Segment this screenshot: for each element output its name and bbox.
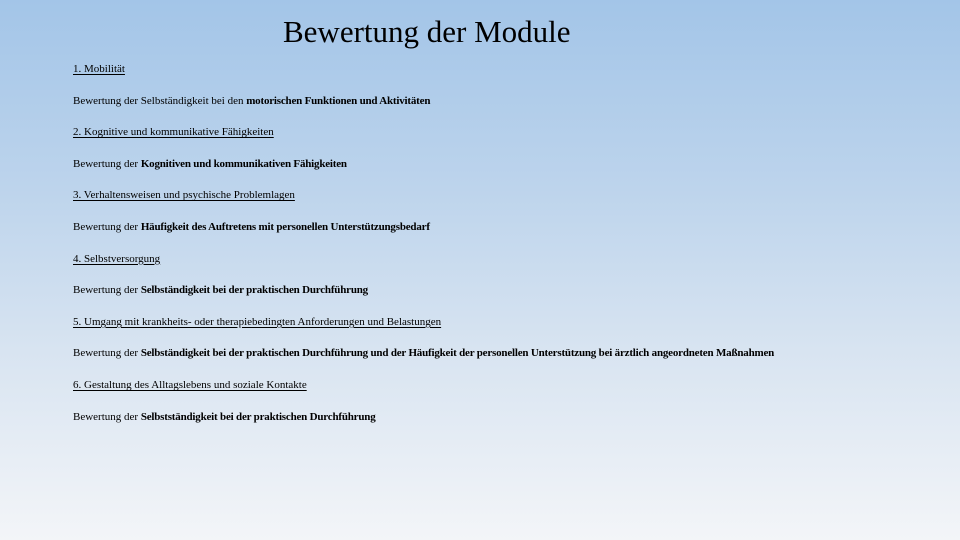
module-4-description — [73, 280, 953, 312]
module-1-description-prefix: Bewertung der Selbständigkeit bei den — [73, 94, 247, 107]
module-2-heading-text: 2. Kognitive und kommunikative Fähigkeiten — [73, 126, 274, 139]
module-3-description-emphasis: Häufigkeit des Auftretens mit personellen Unterstützungsbedarf — [140, 220, 430, 233]
module-5-description-prefix: Bewertung der — [73, 347, 141, 360]
module-1-description — [73, 91, 953, 123]
module-2-heading — [73, 122, 953, 154]
module-6-description-prefix: Bewertung der — [73, 410, 141, 423]
module-1-heading-text: 1. Mobilität — [73, 63, 125, 75]
module-6-description-emphasis: Selbstständigkeit bei der praktischen Durchführung — [140, 410, 376, 423]
module-5-description — [73, 343, 953, 375]
module-3-heading — [73, 185, 953, 217]
module-list — [73, 59, 953, 438]
slide-title: Bewertung der Module — [283, 14, 571, 49]
module-4-heading-text: 4. Selbstversorgung — [73, 252, 161, 265]
module-3-description-prefix: Bewertung der — [73, 220, 141, 233]
module-4-description-emphasis: Selbständigkeit bei der praktischen Durchführung — [140, 284, 368, 297]
module-2-description — [73, 154, 953, 186]
module-6-heading — [73, 375, 953, 407]
module-2-description-emphasis: Kognitiven und kommunikativen Fähigkeiten — [140, 157, 347, 170]
module-3-description — [73, 217, 953, 249]
module-5-description-emphasis: Selbständigkeit bei der praktischen Durchführung und der Häufigkeit der personellen Unterstützung bei ärztlich angeordneten Maßnahmen — [140, 347, 775, 360]
module-4-description-prefix: Bewertung der — [73, 284, 141, 297]
module-6-description — [73, 407, 953, 439]
module-4-heading — [73, 249, 953, 281]
module-6-heading-text: 6. Gestaltung des Alltagslebens und soziale Kontakte — [73, 378, 307, 391]
module-1-description-emphasis: motorischen Funktionen und Aktivitäten — [246, 94, 431, 107]
module-5-heading — [73, 312, 953, 344]
module-2-description-prefix: Bewertung der — [73, 157, 141, 170]
module-1-heading — [73, 59, 953, 91]
module-3-heading-text: 3. Verhaltensweisen und psychische Problemlagen — [73, 189, 295, 202]
module-5-heading-text: 5. Umgang mit krankheits- oder therapiebedingten Anforderungen und Belastungen — [73, 315, 442, 328]
